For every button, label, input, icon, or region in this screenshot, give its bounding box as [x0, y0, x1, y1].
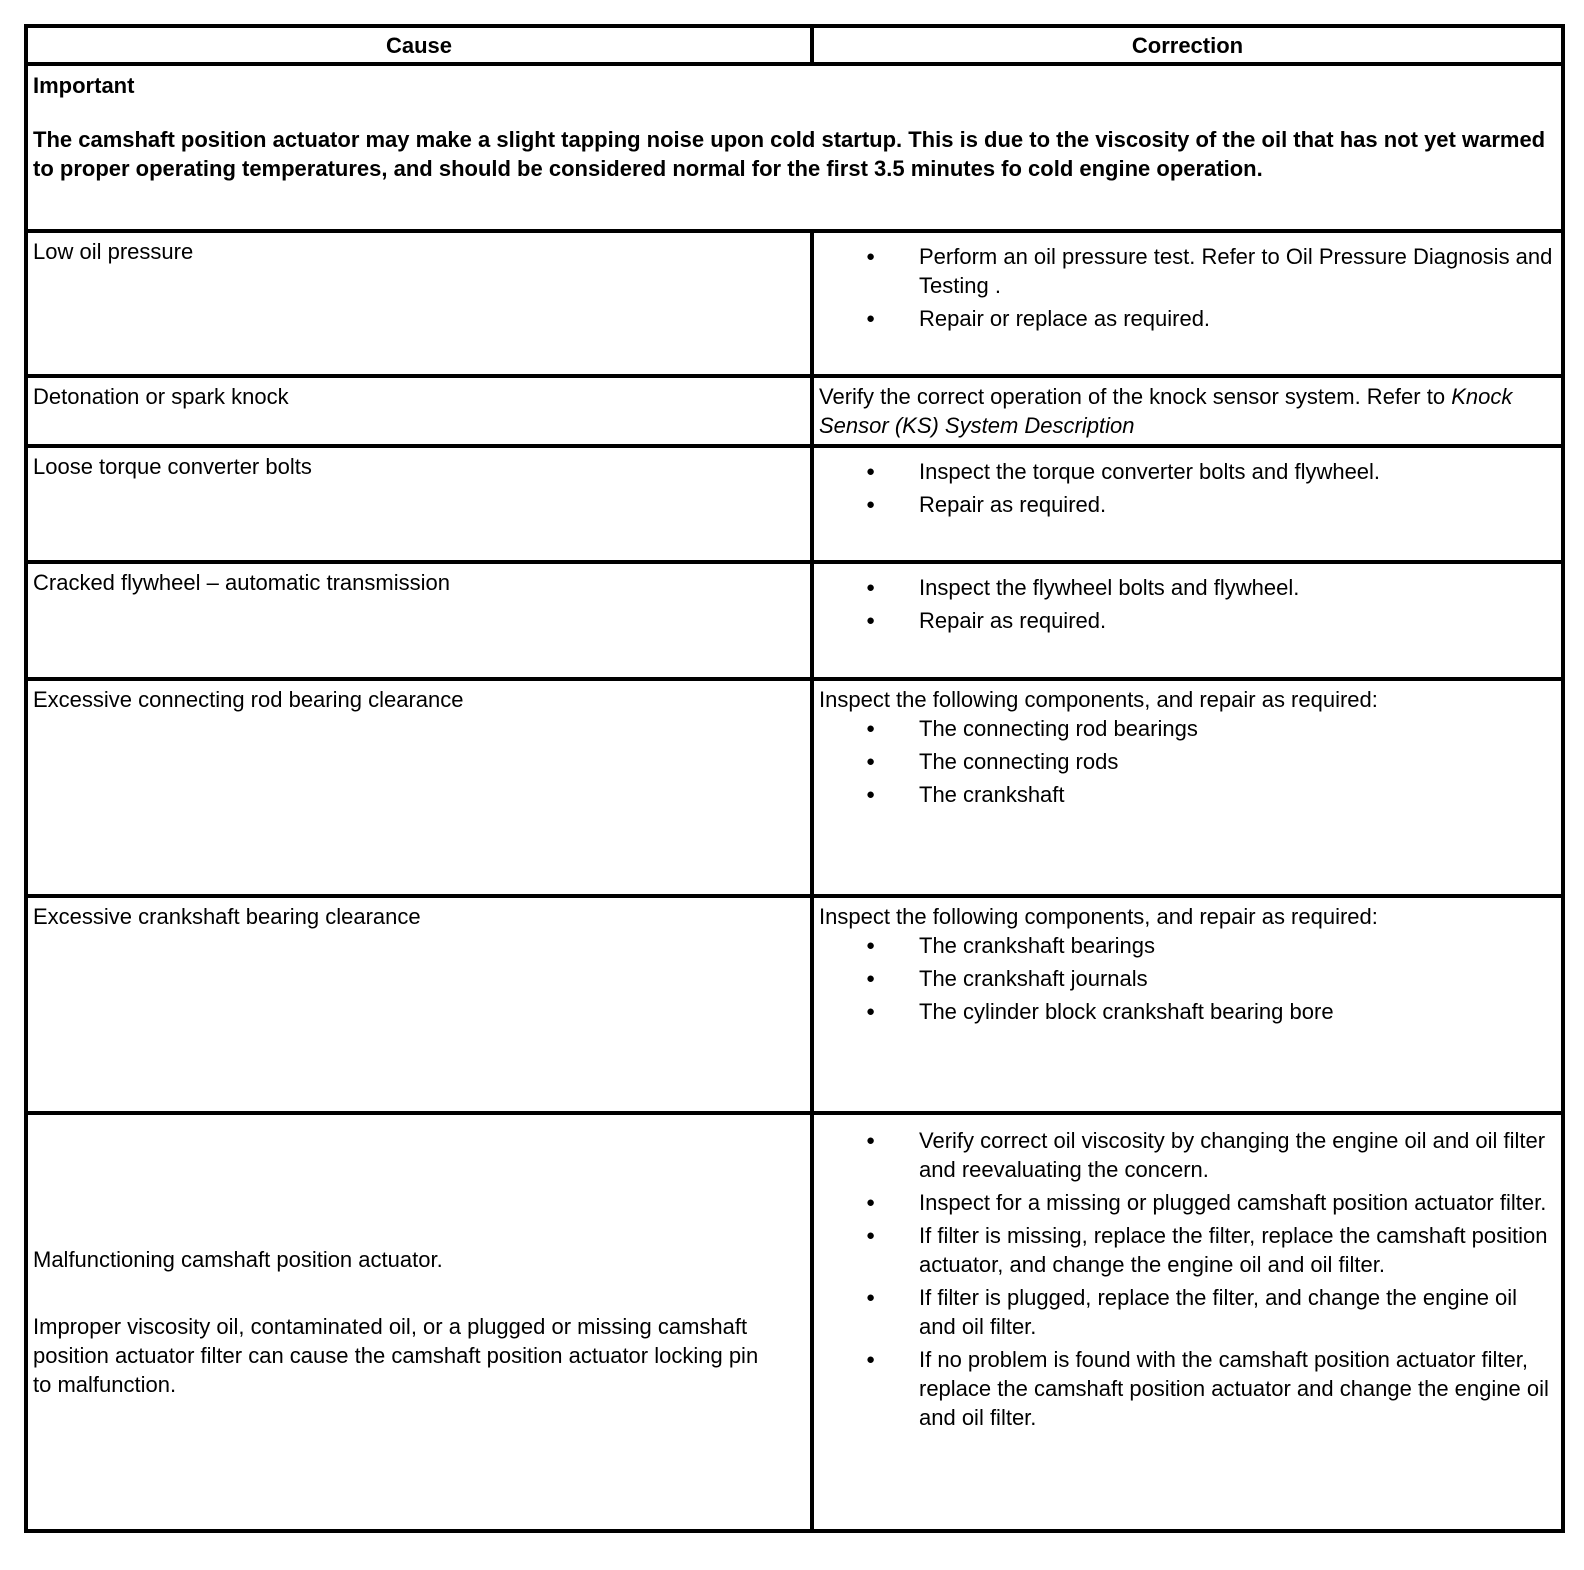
cause-text: Low oil pressure	[33, 239, 194, 264]
list-item: ● If no problem is found with the camshaft position actuator filter, replace the camshaft position actuator and change the engine oil and oil filter.	[819, 1345, 1561, 1432]
important-text: The camshaft position actuator may make a slight tapping noise upon cold startup. This is due to the viscosity of the oil that has not yet warmed to proper operating temperatures, and should be considered normal for the first 3.5 minutes fo cold engine operation.	[33, 127, 1546, 181]
bullet-list	[819, 457, 1561, 519]
list-item: ● The crankshaft journals	[819, 964, 1561, 993]
list-item: ● Perform an oil pressure test. Refer to Oil Pressure Diagnosis and Testing .	[819, 242, 1561, 300]
list-item: ● The crankshaft bearings	[819, 931, 1561, 960]
cause-text: Excessive crankshaft bearing clearance	[33, 904, 421, 929]
list-item: ● The connecting rod bearings	[819, 714, 1561, 743]
cause-text: Cracked flywheel – automatic transmission	[33, 570, 450, 595]
correction-cell	[812, 446, 1563, 562]
header-cause: Cause	[26, 26, 812, 64]
list-item: ● If filter is plugged, replace the filter, and change the engine oil and oil filter.	[819, 1283, 1561, 1341]
correction-intro: Inspect the following components, and repair as required:	[819, 904, 1378, 929]
cause-text: Detonation or spark knock	[33, 384, 289, 409]
list-item: ● Inspect the flywheel bolts and flywheel.	[819, 573, 1561, 602]
cause-cell	[26, 1113, 812, 1531]
important-row	[26, 64, 1563, 231]
bullet-list	[819, 242, 1561, 333]
cause-extra-text: Improper viscosity oil, contaminated oil, or a plugged or missing camshaft position actuator filter can cause the camshaft position actuator locking pin to malfunction.	[33, 1314, 759, 1397]
important-cell	[26, 64, 1563, 231]
list-item: ● The cylinder block crankshaft bearing bore	[819, 997, 1561, 1026]
table-row	[26, 231, 1563, 376]
cause-cell	[26, 376, 812, 446]
table-row	[26, 679, 1563, 896]
correction-text	[819, 382, 1561, 440]
list-item: ● Inspect the torque converter bolts and flywheel.	[819, 457, 1561, 486]
cause-cell	[26, 231, 812, 376]
correction-cell	[812, 679, 1563, 896]
header-correction: Correction	[812, 26, 1563, 64]
list-item: ● The connecting rods	[819, 747, 1561, 776]
list-item: ● The crankshaft	[819, 780, 1561, 809]
cause-text: Loose torque converter bolts	[33, 454, 312, 479]
table-row	[26, 896, 1563, 1113]
correction-text-plain: Verify the correct operation of the knock sensor system. Refer to	[819, 384, 1446, 409]
header-row	[26, 26, 1563, 64]
important-title: Important	[33, 73, 135, 98]
correction-intro: Inspect the following components, and repair as required:	[819, 687, 1378, 712]
list-item: ● Repair as required.	[819, 606, 1561, 635]
list-item: ● Inspect for a missing or plugged camshaft position actuator filter.	[819, 1188, 1561, 1217]
cause-cell	[26, 679, 812, 896]
correction-cell	[812, 231, 1563, 376]
diagnostic-table	[24, 24, 1565, 1533]
cause-text: Excessive connecting rod bearing clearance	[33, 687, 464, 712]
correction-cell	[812, 562, 1563, 679]
cause-cell	[26, 562, 812, 679]
table-row	[26, 1113, 1563, 1531]
correction-cell	[812, 1113, 1563, 1531]
cause-text: Malfunctioning camshaft position actuator.	[33, 1247, 443, 1272]
list-item: ● If filter is missing, replace the filter, replace the camshaft position actuator, and change the engine oil and oil filter.	[819, 1221, 1561, 1279]
table-row	[26, 446, 1563, 562]
bullet-list	[819, 573, 1561, 635]
correction-text-link: Knock Sensor (KS) System Description	[819, 384, 1513, 438]
bullet-list	[819, 1126, 1561, 1432]
bullet-list	[819, 931, 1561, 1026]
correction-cell	[812, 376, 1563, 446]
cause-cell	[26, 896, 812, 1113]
list-item: ● Repair as required.	[819, 490, 1561, 519]
list-item: ● Repair or replace as required.	[819, 304, 1561, 333]
correction-cell	[812, 896, 1563, 1113]
bullet-list	[819, 714, 1561, 809]
table-row	[26, 376, 1563, 446]
cause-cell	[26, 446, 812, 562]
table-row	[26, 562, 1563, 679]
list-item: ● Verify correct oil viscosity by changing the engine oil and oil filter and reevaluating the concern.	[819, 1126, 1561, 1184]
